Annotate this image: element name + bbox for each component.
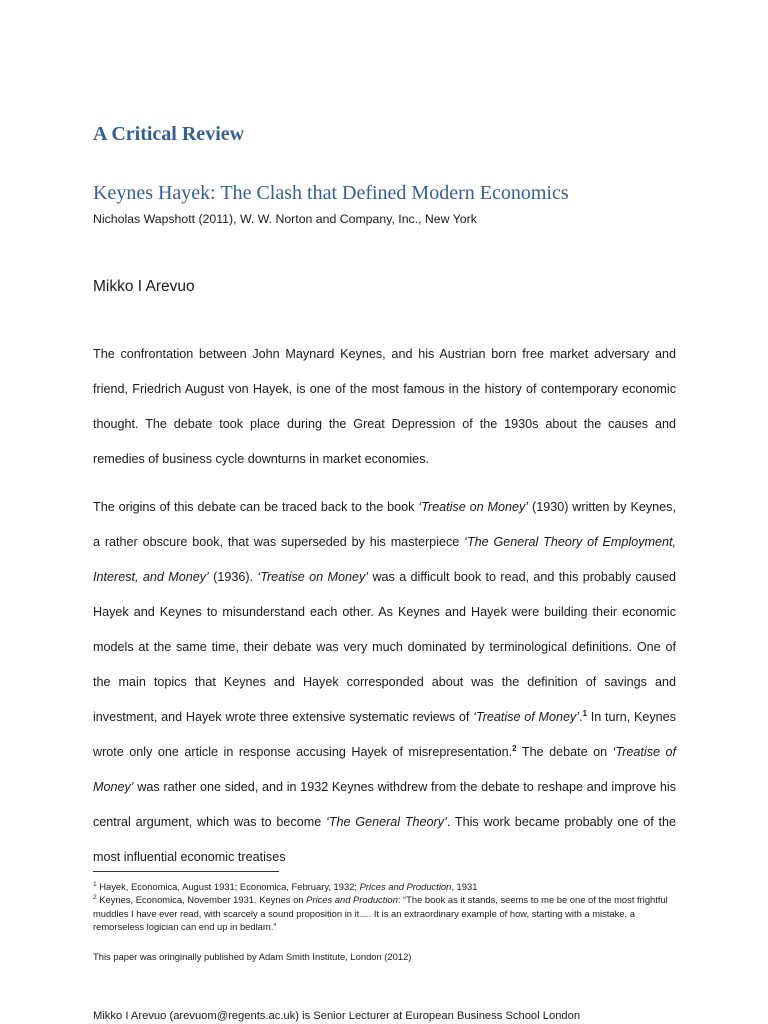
section-title: A Critical Review [93, 123, 245, 145]
footnote-2-italic: Prices and Production [306, 894, 398, 905]
p2-text-4: was a difficult book to read, and this probably caused Hayek and Keynes to misunderstand each other. As Keynes and Hayek were building their economic models at the same time, their debate was very much dominated by terminological definitions. One of the main topics that Keynes and Hayek corresponded about was the definition of savings and investment, and Hayek wrote three extensive systematic reviews of [93, 570, 677, 724]
p2-italic-treatise-4: ‘Treatise of Money’ [93, 745, 677, 794]
publication-note: This paper was oringinally published by Adam Smith Institute, London (2012) [93, 951, 412, 962]
p2-text-9: . This work became probably one of the most influential economic treatises [93, 815, 677, 864]
p2-text-8: was rather one sided, and in 1932 Keynes withdrew from the debate to reshape and improve his central argument, which was to become [93, 780, 676, 829]
paragraph-1: The confrontation between John Maynard Keynes, and his Austrian born free market adversary and friend, Friedrich August von Hayek, is one of the most famous in the history of contemporary economic thought. The debate took place during the Great Depression of the 1930s about the causes and remedies of business cycle downturns in market economies. [93, 347, 676, 466]
footnote-2-end: : “The book as it stands, seems to me be one of the most frightful muddles I have ever read, with scarcely a sound proposition in it…. It is an extraordinary example of how, starting with a mistake, a remorseless logician can end up in bedlam.” [93, 894, 668, 932]
p2-italic-general-theory: ‘The General Theory’ [326, 815, 447, 829]
paragraph-2 [93, 490, 676, 875]
p2-text-2: (1930) written by Keynes, a rather obscure book, that was superseded by his masterpiece [93, 500, 676, 549]
footnote-1-end: , 1931 [451, 881, 478, 892]
footnote-ref-1[interactable]: 1 [582, 708, 588, 718]
footnote-ref-2[interactable]: 2 [512, 743, 517, 753]
p2-text-1: The origins of this debate can be traced back to the book [93, 500, 419, 514]
footnote-1-text: Hayek, Economica, August 1931; Economica, February, 1932; [96, 881, 360, 892]
p2-text-6: In turn, Keynes wrote only one article in response accusing Hayek of misrepresentation. [93, 710, 676, 759]
footnote-divider [93, 871, 279, 872]
book-title: Keynes Hayek: The Clash that Defined Modern Economics [93, 182, 569, 204]
p2-text-3: (1936). [208, 570, 258, 584]
author-bio: Mikko I Arevuo (arevuom@regents.ac.uk) is Senior Lecturer at European Business School London [93, 1010, 581, 1022]
p2-italic-treatise-3: ‘Treatise of Money’ [473, 710, 580, 724]
footnote-2-number: 2 [93, 893, 97, 901]
p2-italic-treatise-2: ‘Treatise on Money’ [257, 570, 369, 584]
footnote-2-text: Keynes, Economica, November 1931. Keynes on [96, 894, 307, 905]
footnote-1-italic: Prices and Production [359, 881, 452, 892]
p2-italic-treatise-1: ‘Treatise on Money’ [418, 500, 529, 514]
p2-text-5: . [579, 710, 583, 724]
p2-text-7: The debate on [516, 745, 613, 759]
footnote-1-number: 1 [93, 880, 97, 888]
footnote-1 [93, 880, 683, 894]
p2-italic-general-theory-full: ‘The General Theory of Employment, Interest, and Money’ [93, 535, 676, 584]
book-citation: Nicholas Wapshott (2011), W. W. Norton and Company, Inc., New York [93, 212, 477, 226]
author-name: Mikko I Arevuo [93, 278, 195, 295]
footnote-2 [93, 893, 683, 934]
